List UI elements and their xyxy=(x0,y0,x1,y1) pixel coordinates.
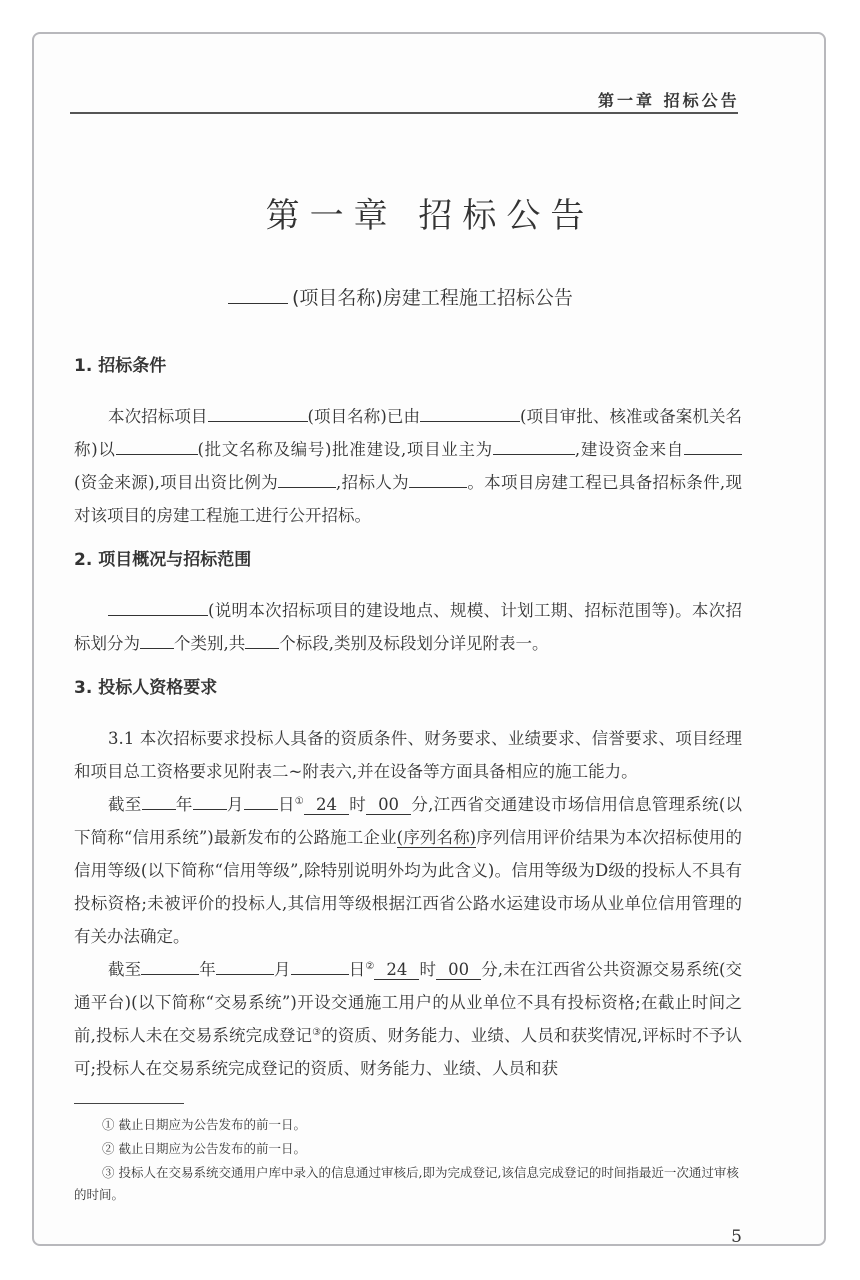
fill-in-blank xyxy=(116,438,198,455)
text-run: 序列信用评价结果为本次招标使用的信用等级(以下简称“信用等级”,除特别说明外均为此含义)。信用等级为D级的投标人不具有投标资格;未被评价的投标人,其信用等级根据江西省公路水运建设市场从业单位信用管理的有关办法确定。 xyxy=(74,828,743,946)
paragraph xyxy=(74,788,742,953)
text-run: 个类别,共 xyxy=(174,634,246,653)
text-run: 时 xyxy=(419,960,437,979)
paragraph xyxy=(74,594,742,660)
section-heading: 1. 招标条件 xyxy=(74,356,167,376)
fill-in-blank xyxy=(193,793,227,810)
text-run: ,建设资金来自 xyxy=(574,440,685,459)
fill-in-blank xyxy=(108,599,208,616)
fill-in-blank xyxy=(208,405,308,422)
footnote: ① 截止日期应为公告发布的前一日。 xyxy=(102,1117,306,1132)
fill-in-blank xyxy=(684,438,742,455)
running-header: 第一章 招标公告 xyxy=(598,91,740,110)
text-run: 的资质、财务能力、业绩、人员和获奖情况,评标时不予认可;投标人在交易系统完成登记的资质、财务能力、业绩、人员和获 xyxy=(74,1026,743,1078)
header-rule xyxy=(70,112,738,114)
fill-in-blank xyxy=(245,632,279,649)
footnote-ref: ① xyxy=(294,796,304,807)
paragraph xyxy=(74,722,742,788)
footnote-ref: ② xyxy=(365,961,375,972)
footnote: ② 截止日期应为公告发布的前一日。 xyxy=(102,1141,306,1156)
section-heading: 3. 投标人资格要求 xyxy=(74,678,218,698)
chapter-title: 第一章 招标公告 xyxy=(265,196,595,236)
filled-blank: 00 xyxy=(366,795,411,815)
text-run: 截至 xyxy=(108,795,142,814)
text-run: 。本项目房建工程已具备招标条件,现对该项目的房建工程施工进行公开招标。 xyxy=(74,473,742,525)
text-run: 年 xyxy=(175,795,193,814)
fill-in-blank xyxy=(420,405,520,422)
text-run: 本次招标项目 xyxy=(108,407,208,426)
text-run: 时 xyxy=(349,795,367,814)
project-name-blank xyxy=(228,285,288,304)
fill-in-blank xyxy=(141,958,199,975)
fill-in-blank xyxy=(142,793,176,810)
text-run: 截至 xyxy=(108,960,142,979)
text-run: 月 xyxy=(273,960,291,979)
footnote: ③ 投标人在交易系统交通用户库中录入的信息通过审核后,即为完成登记,该信息完成登记的时间指最近一次通过审核的时间。 xyxy=(74,1165,739,1202)
fill-in-blank xyxy=(409,471,467,488)
text-run: (资金来源),项目出资比例为 xyxy=(74,473,279,492)
page-number: 5 xyxy=(731,1227,742,1247)
text-run: 年 xyxy=(199,960,216,979)
text-run: 3.1 本次招标要求投标人具备的资质条件、财务要求、业绩要求、信誉要求、项目经理和项目总工资格要求见附表二~附表六,并在设备等方面具备相应的施工能力。 xyxy=(74,729,742,781)
text-run: 日 xyxy=(348,960,366,979)
footnote-ref: ③ xyxy=(312,1027,322,1038)
text-run: 分,未在江西省公共资源交易系统(交通平台)(以下简称“交易系统”)开设交通施工用户的从业单位不具有投标资格;在截止时间之前,投标人未在交易系统完成登记 xyxy=(74,960,743,1045)
text-run: 日 xyxy=(277,795,295,814)
text-run: ,招标人为 xyxy=(336,473,409,492)
text-run: (项目名称)已由 xyxy=(307,407,421,426)
fill-in-blank xyxy=(291,958,349,975)
fill-in-blank xyxy=(216,958,274,975)
subtitle-text: (项目名称)房建工程施工招标公告 xyxy=(292,287,573,309)
filled-blank: 24 xyxy=(304,795,349,815)
fill-in-blank xyxy=(140,632,174,649)
fill-in-blank xyxy=(278,471,336,488)
text-run: 月 xyxy=(226,795,244,814)
footnote-rule xyxy=(74,1103,184,1104)
text-run: 个标段,类别及标段划分详见附表一。 xyxy=(279,634,549,653)
paragraph xyxy=(74,400,742,532)
filled-blank: 24 xyxy=(374,960,419,980)
fill-in-blank xyxy=(493,438,575,455)
filled-blank: 00 xyxy=(436,960,481,980)
paragraph xyxy=(74,953,742,1085)
underlined-text: (序列名称) xyxy=(396,828,477,847)
text-run: (批文名称及编号)批准建设,项目业主为 xyxy=(197,440,493,459)
text-run: 分,江西省交通建设市场信用信息管理系统(以下简称“信用系统”)最新发布的公路施工企业 xyxy=(74,795,743,847)
fill-in-blank xyxy=(244,793,278,810)
document-body xyxy=(74,352,742,1248)
section-heading: 2. 项目概况与招标范围 xyxy=(74,550,252,570)
text-run: (项目审批、核准或备案机关名称)以 xyxy=(74,407,743,459)
text-run: (说明本次招标项目的建设地点、规模、计划工期、招标范围等)。本次招标划分为 xyxy=(74,601,742,653)
notice-subtitle xyxy=(228,283,573,310)
